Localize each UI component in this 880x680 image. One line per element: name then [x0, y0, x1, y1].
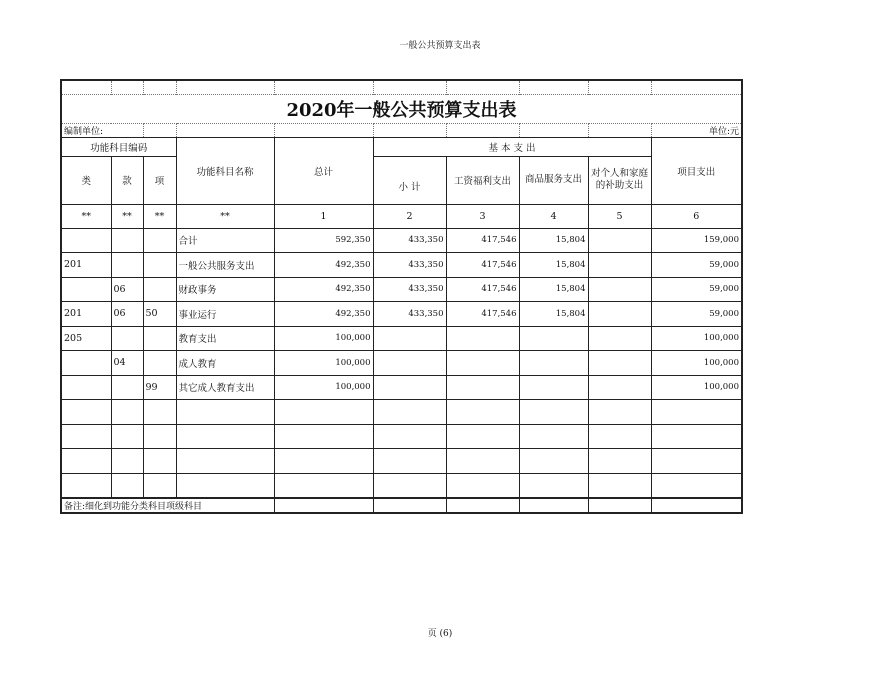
empty-cell	[519, 449, 588, 474]
header-func-name: 功能科目名称	[176, 137, 274, 204]
cell-xiang	[143, 326, 176, 351]
budget-table	[60, 79, 743, 514]
cell-goods	[519, 326, 588, 351]
cell-total: 100,000	[274, 375, 373, 400]
cell-subsidy	[588, 375, 651, 400]
empty-row	[61, 400, 742, 425]
cell-subsidy	[588, 302, 651, 327]
cell-name: 事业运行	[176, 302, 274, 327]
cell-project: 100,000	[651, 351, 742, 376]
table-row	[61, 253, 742, 278]
empty-cell	[373, 449, 446, 474]
cell-subsidy	[588, 228, 651, 253]
header-func-code: 功能科目编码	[61, 137, 176, 156]
empty-cell	[143, 473, 176, 498]
empty-cell	[111, 424, 143, 449]
empty-cell	[61, 449, 111, 474]
cell-xiang	[143, 277, 176, 302]
empty-cell	[446, 473, 519, 498]
cell-project: 100,000	[651, 375, 742, 400]
empty-cell	[651, 400, 742, 425]
cell-xiang: 99	[143, 375, 176, 400]
empty-cell	[143, 424, 176, 449]
cell-salary: 417,546	[446, 277, 519, 302]
index-cell: 5	[588, 204, 651, 228]
empty-cell	[61, 473, 111, 498]
empty-cell	[588, 473, 651, 498]
cell-project: 159,000	[651, 228, 742, 253]
header-kuan: 款	[111, 156, 143, 204]
empty-cell	[373, 473, 446, 498]
index-cell: 3	[446, 204, 519, 228]
cell-name: 合计	[176, 228, 274, 253]
header-total: 总计	[274, 137, 373, 204]
cell-total: 492,350	[274, 253, 373, 278]
cell-xiang	[143, 351, 176, 376]
empty-cell	[519, 424, 588, 449]
page-header: 一般公共预算支出表	[399, 41, 481, 51]
cell-name: 成人教育	[176, 351, 274, 376]
empty-cell	[143, 400, 176, 425]
cell-xiang	[143, 253, 176, 278]
table-row	[61, 375, 742, 400]
empty-cell	[274, 424, 373, 449]
cell-subtotal: 433,350	[373, 277, 446, 302]
empty-cell	[651, 473, 742, 498]
cell-subsidy	[588, 253, 651, 278]
index-cell: 2	[373, 204, 446, 228]
table-note: 备注:细化到功能分类科目项级科目	[61, 498, 274, 513]
empty-cell	[176, 473, 274, 498]
index-cell: **	[111, 204, 143, 228]
cell-name: 教育支出	[176, 326, 274, 351]
cell-total: 492,350	[274, 302, 373, 327]
empty-cell	[446, 449, 519, 474]
cell-total: 100,000	[274, 351, 373, 376]
header-lei: 类	[61, 156, 111, 204]
empty-row	[61, 473, 742, 498]
cell-salary: 417,546	[446, 253, 519, 278]
empty-cell	[111, 449, 143, 474]
cell-xiang: 50	[143, 302, 176, 327]
cell-xiang	[143, 228, 176, 253]
cell-kuan	[111, 228, 143, 253]
header-basic: 基 本 支 出	[373, 137, 651, 156]
empty-row	[61, 424, 742, 449]
cell-kuan	[111, 253, 143, 278]
cell-lei	[61, 228, 111, 253]
unit-right: 单位:元	[651, 123, 742, 137]
table-row	[61, 228, 742, 253]
cell-salary: 417,546	[446, 228, 519, 253]
table-row	[61, 351, 742, 376]
cell-name: 财政事务	[176, 277, 274, 302]
index-cell: 1	[274, 204, 373, 228]
index-cell: **	[143, 204, 176, 228]
empty-cell	[111, 473, 143, 498]
cell-goods: 15,804	[519, 228, 588, 253]
empty-cell	[651, 449, 742, 474]
cell-lei: 201	[61, 253, 111, 278]
cell-goods: 15,804	[519, 277, 588, 302]
cell-goods: 15,804	[519, 253, 588, 278]
table-row	[61, 326, 742, 351]
cell-kuan: 04	[111, 351, 143, 376]
header-project: 项目支出	[651, 137, 742, 204]
spacer-row	[61, 80, 742, 94]
empty-cell	[373, 400, 446, 425]
index-row	[61, 204, 742, 228]
empty-cell	[61, 400, 111, 425]
table-title: 2020年一般公共预算支出表	[61, 94, 742, 123]
cell-subtotal: 433,350	[373, 253, 446, 278]
cell-kuan	[111, 375, 143, 400]
empty-cell	[651, 424, 742, 449]
cell-subtotal	[373, 375, 446, 400]
cell-project: 59,000	[651, 277, 742, 302]
cell-kuan	[111, 326, 143, 351]
cell-goods	[519, 375, 588, 400]
index-cell: 6	[651, 204, 742, 228]
cell-kuan: 06	[111, 302, 143, 327]
cell-name: 一般公共服务支出	[176, 253, 274, 278]
cell-name: 其它成人教育支出	[176, 375, 274, 400]
index-cell: 4	[519, 204, 588, 228]
cell-goods: 15,804	[519, 302, 588, 327]
empty-cell	[588, 400, 651, 425]
header-salary: 工资福利支出	[446, 156, 519, 204]
empty-cell	[61, 424, 111, 449]
cell-lei	[61, 277, 111, 302]
cell-lei: 201	[61, 302, 111, 327]
cell-salary: 417,546	[446, 302, 519, 327]
cell-lei: 205	[61, 326, 111, 351]
cell-lei	[61, 375, 111, 400]
cell-total: 100,000	[274, 326, 373, 351]
cell-salary	[446, 326, 519, 351]
empty-cell	[176, 449, 274, 474]
empty-row	[61, 449, 742, 474]
empty-cell	[519, 473, 588, 498]
cell-total: 592,350	[274, 228, 373, 253]
cell-project: 59,000	[651, 253, 742, 278]
page-footer: 页 (6)	[427, 629, 453, 639]
cell-kuan: 06	[111, 277, 143, 302]
header-subsidy: 对个人和家庭的补助支出	[588, 156, 651, 204]
empty-cell	[446, 424, 519, 449]
cell-project: 59,000	[651, 302, 742, 327]
empty-cell	[588, 449, 651, 474]
empty-cell	[176, 424, 274, 449]
empty-cell	[176, 400, 274, 425]
empty-cell	[274, 449, 373, 474]
empty-cell	[446, 400, 519, 425]
empty-cell	[519, 400, 588, 425]
cell-salary	[446, 351, 519, 376]
empty-cell	[373, 424, 446, 449]
header-subtotal: 小 计	[373, 156, 446, 204]
empty-cell	[274, 400, 373, 425]
cell-total: 492,350	[274, 277, 373, 302]
empty-cell	[274, 473, 373, 498]
header-xiang: 项	[143, 156, 176, 204]
cell-subsidy	[588, 326, 651, 351]
index-cell: **	[176, 204, 274, 228]
empty-cell	[143, 449, 176, 474]
cell-subtotal: 433,350	[373, 228, 446, 253]
empty-cell	[588, 424, 651, 449]
cell-subtotal: 433,350	[373, 302, 446, 327]
table-row	[61, 302, 742, 327]
empty-cell	[111, 400, 143, 425]
cell-subtotal	[373, 326, 446, 351]
cell-lei	[61, 351, 111, 376]
cell-salary	[446, 375, 519, 400]
table-row	[61, 277, 742, 302]
cell-subsidy	[588, 277, 651, 302]
header-goods: 商品服务支出	[519, 156, 588, 204]
cell-goods	[519, 351, 588, 376]
cell-project: 100,000	[651, 326, 742, 351]
index-cell: **	[61, 204, 111, 228]
unit-left: 编制单位:	[61, 123, 143, 137]
cell-subsidy	[588, 351, 651, 376]
cell-subtotal	[373, 351, 446, 376]
